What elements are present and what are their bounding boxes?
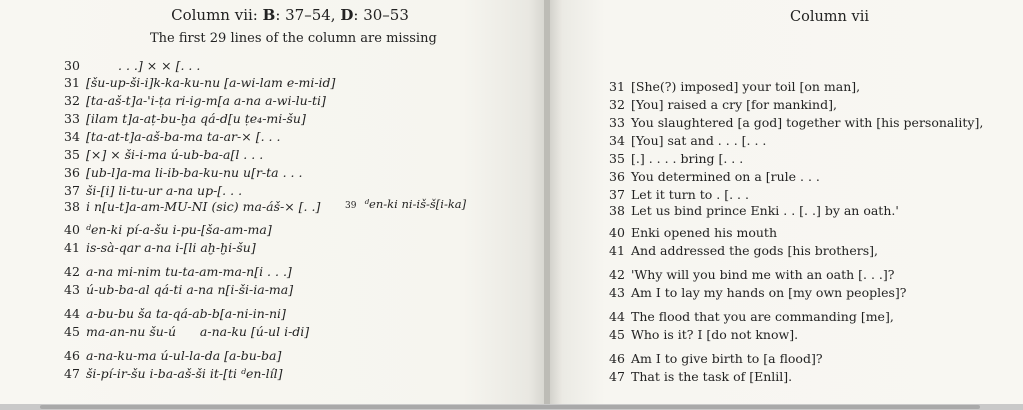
- line-text: is-sà-qar a-na i-[li aḫ-ḫi-šu]: [86, 240, 256, 255]
- translation-line: [609, 115, 983, 130]
- line-number: 37: [609, 187, 625, 202]
- line-text: . . .] × × [. . .: [118, 58, 201, 73]
- akkadian-line: [64, 75, 335, 90]
- heading-source-d: D: [340, 6, 354, 24]
- line-text: [You] raised a cry [for mankind],: [631, 97, 837, 112]
- line-text: [ta-aš-t]a-'i-ṭa ri-ig-m[a a-na a-wi-lu-ti]: [86, 93, 326, 108]
- line-text: Am I to lay my hands on [my own peoples]?: [631, 285, 907, 300]
- line-text: ᵈen-ki ni-iš-š[i-ka]: [364, 197, 467, 211]
- akkadian-line: [64, 93, 326, 108]
- line-text: ši-pí-ir-šu i-ba-aš-ši it-[ti ᵈen-líl]: [86, 366, 283, 381]
- horizontal-scrollbar[interactable]: [0, 404, 1023, 410]
- translation-line: [609, 351, 823, 366]
- line-number: 43: [64, 282, 80, 297]
- line-number: 41: [609, 243, 625, 258]
- line-number: 46: [609, 351, 625, 366]
- line-text: ᵈen-ki pí-a-šu i-pu-[ša-am-ma]: [86, 222, 272, 237]
- line-text: ši-[i] li-tu-ur a-na up-[. . .: [86, 183, 243, 198]
- akkadian-line: [64, 348, 281, 363]
- line-text: [She(?) imposed] your toil [on man],: [631, 79, 861, 94]
- line-text: [You] sat and . . . [. . .: [631, 133, 767, 148]
- akkadian-line: [64, 183, 242, 198]
- line-number: 33: [609, 115, 625, 130]
- heading-b-range: : 37–54,: [275, 6, 341, 24]
- line-number: 36: [609, 169, 625, 184]
- line-number: 44: [609, 309, 625, 324]
- line-number: 43: [609, 285, 625, 300]
- akkadian-line: [64, 58, 200, 73]
- line-number: 34: [609, 133, 625, 148]
- line-number: 39: [345, 201, 357, 211]
- line-number: 47: [609, 369, 625, 384]
- akkadian-line: [64, 147, 263, 162]
- line-number: 31: [609, 79, 625, 94]
- line-number: 46: [64, 348, 80, 363]
- line-number: 45: [64, 324, 80, 339]
- line-text: [×] × ši-i-ma ú-ub-ba-a[l . . .: [86, 147, 264, 162]
- line-number: 38: [64, 199, 80, 214]
- line-number: 42: [609, 267, 625, 282]
- line-number: 36: [64, 165, 80, 180]
- line-text: You determined on a [rule . . .: [631, 169, 820, 184]
- scrollbar-thumb[interactable]: [40, 405, 980, 409]
- line-number: 45: [609, 327, 625, 342]
- line-number: 33: [64, 111, 80, 126]
- line-text: ú-ub-ba-al qá-ti a-na n[i-ši-ia-ma]: [86, 282, 294, 297]
- line-number: 40: [609, 225, 625, 240]
- line-number: 37: [64, 183, 80, 198]
- line-number: 40: [64, 222, 80, 237]
- akkadian-line: [64, 366, 283, 381]
- akkadian-line: [64, 199, 320, 214]
- line-text: That is the task of [Enlil].: [631, 369, 793, 384]
- translation-line: [609, 327, 798, 342]
- akkadian-line: [64, 222, 272, 237]
- translation-line: [609, 169, 820, 184]
- heading-prefix: Column vii:: [171, 6, 263, 24]
- akkadian-line: [64, 165, 302, 180]
- line-text: Am I to give birth to [a flood]?: [631, 351, 823, 366]
- akkadian-line: [64, 129, 280, 144]
- translation-line: [609, 285, 906, 300]
- translation-line: [609, 203, 899, 218]
- line-text: Enki opened his mouth: [631, 225, 778, 240]
- line-text: [ub-l]a-ma li-ib-ba-ku-nu u[r-ta . . .: [86, 165, 303, 180]
- translation-line: [609, 97, 837, 112]
- translation-line: [609, 133, 766, 148]
- line-number: 38: [609, 203, 625, 218]
- line-number: 47: [64, 366, 80, 381]
- line-number: 35: [609, 151, 625, 166]
- line-text: And addressed the gods [his brothers],: [631, 243, 878, 258]
- line-text: a-na-ku-ma ú-ul-la-da [a-bu-ba]: [86, 348, 282, 363]
- akkadian-line: [64, 240, 256, 255]
- translation-line: [609, 267, 894, 282]
- line-text: 'Why will you bind me with an oath [. . .]?: [631, 267, 895, 282]
- book-gutter: [544, 0, 550, 405]
- line-text: [.] . . . . bring [. . .: [631, 151, 744, 166]
- right-column-heading: Column vii: [790, 9, 869, 25]
- akkadian-line: [64, 282, 293, 297]
- heading-d-range: : 30–53: [353, 6, 409, 24]
- line-text: Let it turn to . [. . .: [631, 187, 749, 202]
- line-number: 44: [64, 306, 80, 321]
- heading-source-b: B: [262, 6, 276, 24]
- line-text: [ilam t]a-aṭ-bu-ḫa qá-d[u ṭe₄-mi-šu]: [86, 111, 306, 126]
- translation-line: [609, 151, 743, 166]
- line-number: 34: [64, 129, 80, 144]
- line-number: 32: [609, 97, 625, 112]
- line-text: [šu-up-ši-i]k-ka-ku-nu [a-wi-lam e-mi-id]: [86, 75, 336, 90]
- line-text: Who is it? I [do not know].: [631, 327, 799, 342]
- missing-lines-note: The first 29 lines of the column are missing: [150, 31, 437, 46]
- line-text: You slaughtered [a god] together with [his personality],: [631, 115, 984, 130]
- line-text: i n[u-t]a-am-MU-NI (sic) ma-áš-× [. .]: [86, 199, 321, 214]
- akkadian-line: [64, 306, 286, 321]
- line-text: a-na mi-nim tu-ta-am-ma-n[i . . .]: [86, 264, 292, 279]
- line-text: The flood that you are commanding [me],: [631, 309, 894, 324]
- line-number: 35: [64, 147, 80, 162]
- line-text: a-bu-bu ša ta-qá-ab-b[a-ni-in-ni]: [86, 306, 286, 321]
- line-number: 30: [64, 58, 80, 73]
- translation-line: [609, 243, 878, 258]
- line-text: ma-an-nu šu-ú a-na-ku [ú-ul i-di]: [86, 324, 310, 339]
- akkadian-line-39: [345, 197, 466, 211]
- translation-line: [609, 187, 749, 202]
- left-column-heading: [170, 6, 410, 24]
- line-number: 42: [64, 264, 80, 279]
- line-number: 32: [64, 93, 80, 108]
- translation-line: [609, 79, 860, 94]
- akkadian-line: [64, 264, 292, 279]
- translation-line: [609, 225, 777, 240]
- translation-line: [609, 369, 792, 384]
- line-text: [ta-at-t]a-aš-ba-ma ta-ar-× [. . .: [86, 129, 281, 144]
- translation-line: [609, 309, 894, 324]
- line-number: 41: [64, 240, 80, 255]
- line-number: 31: [64, 75, 80, 90]
- akkadian-line: [64, 324, 309, 339]
- akkadian-line: [64, 111, 306, 126]
- line-text: Let us bind prince Enki . . [. .] by an oath.': [631, 203, 899, 218]
